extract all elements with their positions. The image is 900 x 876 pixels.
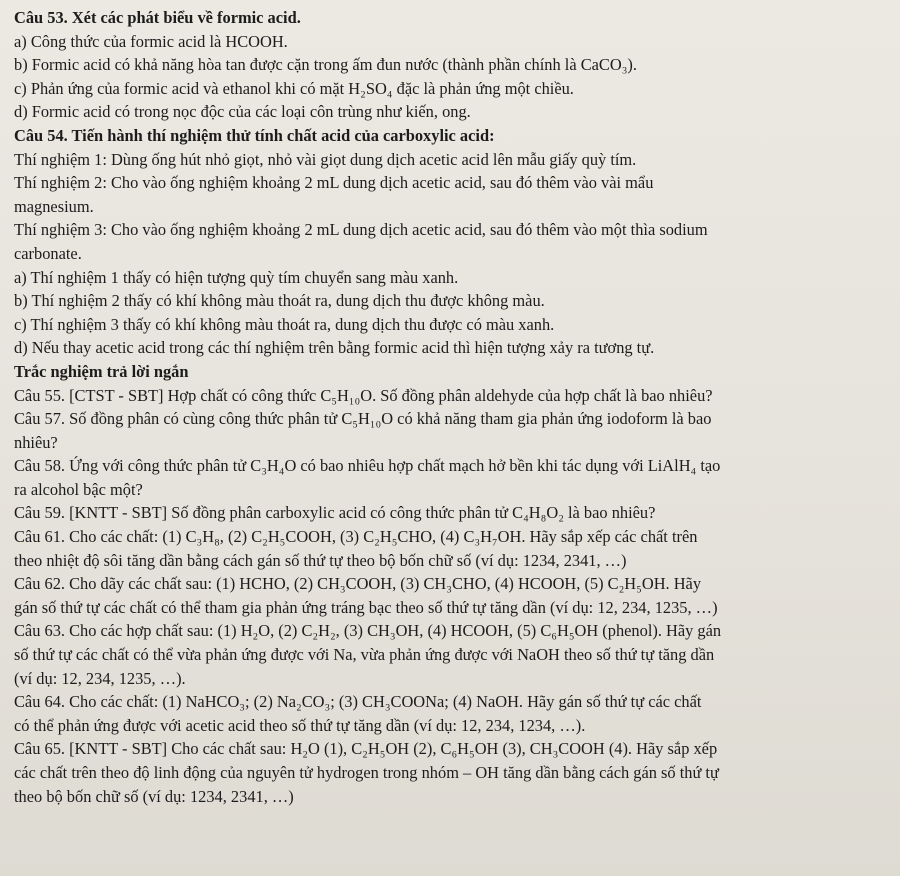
q54-experiment-2-line2: magnesium. — [14, 196, 94, 216]
q54-experiment-1: Thí nghiệm 1: Dùng ống hút nhỏ giọt, nhỏ vài giọt dung dịch acetic acid lên mẫu giấy quỳ tím. — [14, 149, 637, 169]
question-63-line1: Câu 63. Cho các hợp chất sau: (1) H₂O, (2) C₂H₂, (3) CH₃OH, (4) HCOOH, (5) C₆H₅OH (phenol). Hãy gán — [14, 621, 722, 641]
question-61-line2: theo nhiệt độ sôi tăng dần bằng cách gán số thứ tự theo bộ bốn chữ số (ví dụ: 1234, 2341, …) — [14, 550, 627, 570]
question-54-heading: Câu 54. Tiến hành thí nghiệm thử tính chất acid của carboxylic acid: — [14, 125, 495, 145]
question-61-line1: Câu 61. Cho các chất: (1) C₃H₈, (2) C₂H₅COOH, (3) C₂H₅CHO, (4) C₃H₇OH. Hãy sắp xếp các chất trên — [14, 527, 698, 547]
question-64-line2: có thể phản ứng được với acetic acid theo số thứ tự tăng dần (ví dụ: 12, 234, 1234, …). — [14, 715, 586, 735]
question-65-line1: Câu 65. [KNTT - SBT] Cho các chất sau: H₂O (1), C₂H₅OH (2), C₆H₅OH (3), CH₃COOH (4). Hãy sắp xếp — [14, 739, 718, 759]
question-59: Câu 59. [KNTT - SBT] Số đồng phân carboxylic acid có công thức phân tử C₄H₈O₂ là bao nhiêu? — [14, 503, 656, 523]
question-58-line2: ra alcohol bậc một? — [14, 479, 143, 499]
question-65-line2: các chất trên theo độ linh động của nguyên tử hydrogen trong nhóm – OH tăng dần bằng cách gán số thứ tự — [14, 763, 719, 782]
question-62-line1: Câu 62. Cho dãy các chất sau: (1) HCHO, (2) CH₃COOH, (3) CH₃CHO, (4) HCOOH, (5) C₂H₅OH. Hãy — [14, 574, 702, 594]
question-57-line2: nhiêu? — [14, 432, 58, 452]
q54-experiment-3-line1: Thí nghiệm 3: Cho vào ống nghiệm khoảng 2 mL dung dịch acetic acid, sau đó thêm vào một thìa sodium — [14, 220, 708, 240]
question-55: Câu 55. [CTST - SBT] Hợp chất có công thức C₅H₁₀O. Số đồng phân aldehyde của hợp chất là bao nhiêu? — [14, 385, 713, 405]
q53-statement-d: d) Formic acid có trong nọc độc của các loại côn trùng như kiến, ong. — [14, 102, 471, 122]
question-62-line2: gán số thứ tự các chất có thể tham gia phản ứng tráng bạc theo số thứ tự tăng dần (ví dụ: 12, 234, 1235, …) — [14, 597, 718, 617]
question-57-line1: Câu 57. Số đồng phân có cùng công thức phân tử C₅H₁₀O có khả năng tham gia phản ứng iodoform là bao — [14, 409, 712, 429]
q54-experiment-2-line1: Thí nghiệm 2: Cho vào ống nghiệm khoảng 2 mL dung dịch acetic acid, sau đó thêm vào vài mẩu — [14, 173, 654, 193]
question-63-line3: (ví dụ: 12, 234, 1235, …). — [14, 668, 186, 688]
q54-statement-b: b) Thí nghiệm 2 thấy có khí không màu thoát ra, dung dịch thu được không màu. — [14, 291, 545, 311]
question-63-line2: số thứ tự các chất có thể vừa phản ứng được với Na, vừa phản ứng được với NaOH theo số thứ tự tăng dần — [14, 645, 715, 665]
question-53-heading: Câu 53. Xét các phát biểu về formic acid. — [14, 8, 301, 27]
q53-statement-a: a) Công thức của formic acid là HCOOH. — [14, 31, 288, 51]
q54-experiment-3-line2: carbonate. — [14, 243, 82, 263]
q53-statement-b: b) Formic acid có khả năng hòa tan được cặn trong ấm đun nước (thành phần chính là CaCO₃). — [14, 55, 637, 75]
q54-statement-a: a) Thí nghiệm 1 thấy có hiện tượng quỳ tím chuyển sang màu xanh. — [14, 267, 459, 287]
section-title: Trắc nghiệm trả lời ngắn — [14, 361, 189, 381]
q54-statement-d: d) Nếu thay acetic acid trong các thí nghiệm trên bằng formic acid thì hiện tượng xảy ra tương tự. — [14, 338, 655, 358]
question-65-line3: theo bộ bốn chữ số (ví dụ: 1234, 2341, …) — [14, 786, 294, 806]
question-64-line1: Câu 64. Cho các chất: (1) NaHCO₃; (2) Na₂CO₃; (3) CH₃COONa; (4) NaOH. Hãy gán số thứ tự các chất — [14, 692, 702, 712]
q54-statement-c: c) Thí nghiệm 3 thấy có khí không màu thoát ra, dung dịch thu được có màu xanh. — [14, 314, 555, 334]
q53-statement-c: c) Phản ứng của formic acid và ethanol khi có mặt H₂SO₄ đặc là phản ứng một chiều. — [14, 78, 574, 98]
question-58-line1: Câu 58. Ứng với công thức phân tử C₃H₄O có bao nhiêu hợp chất mạch hở bền khi tác dụng với LiAlH₄ tạo — [14, 456, 721, 476]
